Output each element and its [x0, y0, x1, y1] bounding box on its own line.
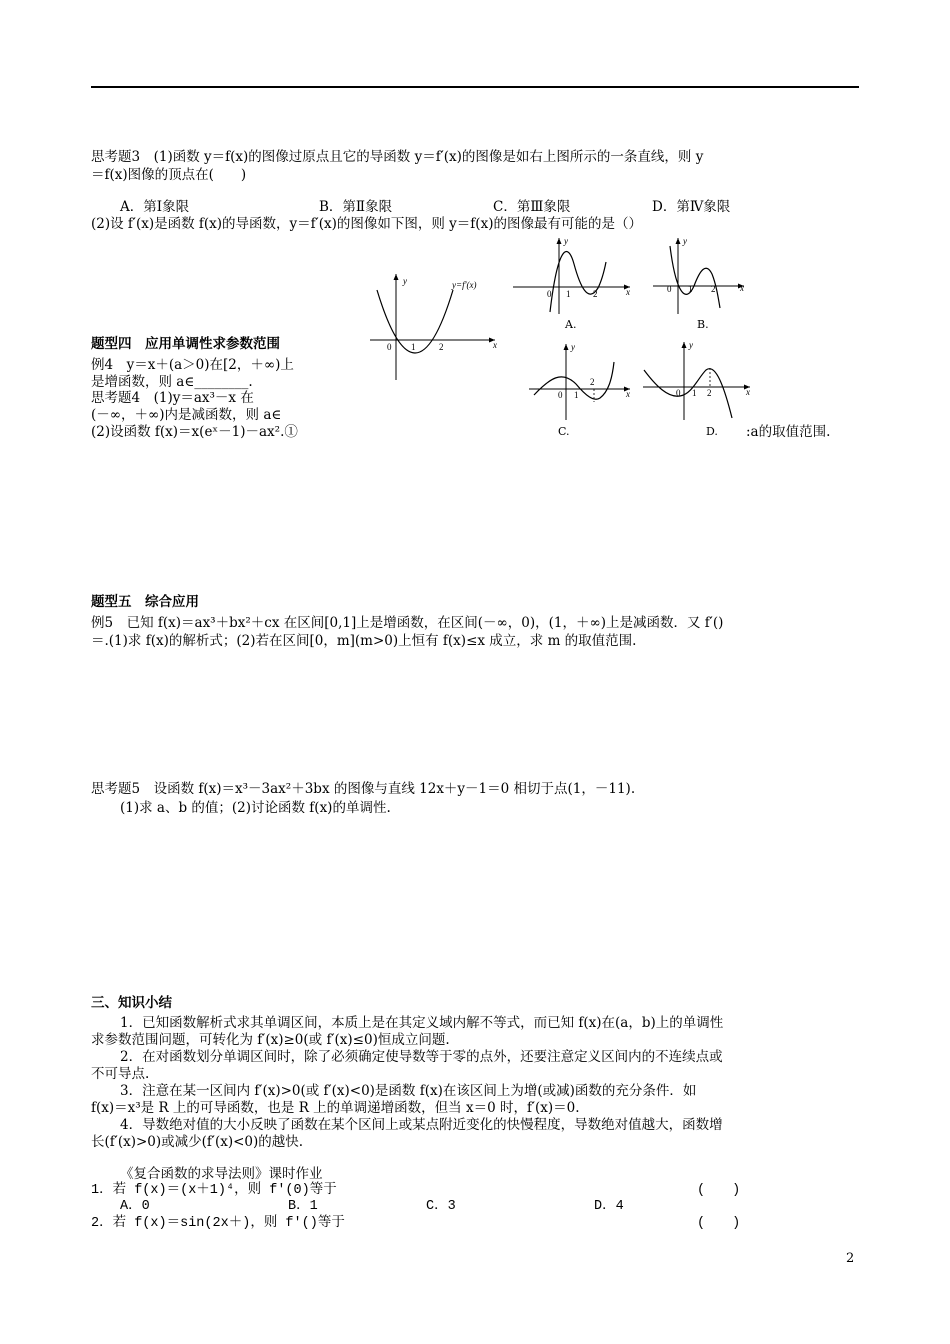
- summary-line-8: 长(f′(x)>0)或减少(f′(x)<0)的越快.: [91, 1134, 304, 1150]
- page-number: 2: [846, 1251, 855, 1266]
- summary-line-6: f(x)＝x³是 R 上的可导函数，也是 R 上的单调递增函数，但当 x＝0 时，f′(x)＝0.: [91, 1100, 580, 1116]
- section5-title: 题型五 综合应用: [91, 594, 199, 610]
- think4-tail: :a的取值范围.: [746, 424, 831, 440]
- summary-line-7: 4．导数绝对值的大小反映了函数在某个区间上或某点附近变化的快慢程度，导数绝对值越大，函数增: [120, 1117, 723, 1133]
- d-y-label: y: [689, 340, 693, 350]
- d-tick-1: 1: [692, 388, 697, 398]
- deriv-origin-label: 0: [387, 342, 392, 352]
- deriv-tick-1: 1: [411, 342, 416, 352]
- homework-q1-paren: ( ): [697, 1183, 741, 1198]
- homework-q1-option-b: B．1: [288, 1199, 318, 1214]
- graph-option-a: [510, 234, 635, 316]
- d-tick-2: 2: [707, 388, 712, 398]
- c-y-label: y: [571, 342, 575, 352]
- example5-line1: 例5 已知 f(x)＝ax³＋bx²＋cx 在区间[0,1]上是增函数，在区间(－∞，0)，(1，＋∞)上是减函数．又 f′(): [91, 615, 724, 631]
- homework-q1-option-d: D．4: [594, 1199, 624, 1214]
- homework-title: 《复合函数的求导法则》课时作业: [120, 1166, 323, 1182]
- derivative-graph: [365, 268, 505, 383]
- summary-line-3: 2．在对函数划分单调区间时，除了必须确定使导数等于零的点外，还要注意定义区间内的不连续点或: [120, 1049, 723, 1065]
- caption-b: B.: [697, 318, 709, 331]
- b-y-label: y: [683, 236, 687, 246]
- a-tick-1: 1: [566, 289, 571, 299]
- homework-q1-option-c: C．3: [426, 1199, 456, 1214]
- section4-title: 题型四 应用单调性求参数范围: [91, 336, 280, 352]
- q3-option-d: D．第Ⅳ象限: [652, 199, 731, 215]
- graph-option-d: [640, 338, 755, 422]
- d-origin: 0: [676, 388, 681, 398]
- think5-line1: 思考题5 设函数 f(x)＝x³－3ax²＋3bx 的图像与直线 12x＋y－1＝0 相切于点(1，－11).: [91, 781, 636, 797]
- think4-line3: (2)设函数 f(x)＝x(eˣ－1)－ax².①: [91, 424, 298, 440]
- caption-c: C.: [558, 425, 570, 438]
- q3-option-a: A．第Ⅰ象限: [120, 199, 190, 215]
- caption-a: A.: [565, 318, 577, 331]
- a-origin: 0: [547, 289, 552, 299]
- graph-option-c: [526, 340, 636, 422]
- a-tick-2: 2: [593, 289, 598, 299]
- homework-q2-paren: ( ): [697, 1216, 741, 1231]
- q3-option-b: B．第Ⅱ象限: [319, 199, 393, 215]
- c-tick-1: 1: [574, 390, 579, 400]
- think4-line2: (－∞，＋∞)内是减函数，则 a∈: [91, 407, 282, 423]
- summary-line-2: 求参数范围问题，可转化为 f′(x)≥0(或 f′(x)≤0)恒成立问题.: [91, 1032, 450, 1048]
- q3-line2: ＝f(x)图像的顶点在( ): [91, 167, 247, 183]
- a-y-label: y: [564, 236, 568, 246]
- graph-option-b: [650, 234, 750, 316]
- caption-d: D.: [706, 425, 718, 438]
- c-origin: 0: [558, 390, 563, 400]
- homework-q1-option-a: A．0: [120, 1199, 150, 1214]
- a-x-label: x: [626, 287, 630, 297]
- q3-part2: (2)设 f′(x)是函数 f(x)的导函数，y＝f′(x)的图像如下图，则 y＝f(x)的图像最有可能的是（）: [91, 216, 642, 232]
- deriv-tick-2: 2: [439, 342, 444, 352]
- header-rule: [91, 86, 859, 88]
- deriv-x-label: x: [493, 340, 497, 350]
- b-tick-2: 2: [711, 284, 716, 294]
- homework-q2: 2．若 f(x)＝sin(2x＋)，则 f′()等于: [91, 1216, 345, 1231]
- deriv-y-label: y: [403, 276, 407, 286]
- think5-line2: (1)求 a、b 的值；(2)讨论函数 f(x)的单调性.: [120, 800, 391, 816]
- c-x-label: x: [626, 389, 630, 399]
- example4-line2: 是增函数，则 a∈________.: [91, 374, 253, 390]
- example4-line1: 例4 y＝x＋(a＞0)在[2，＋∞)上: [91, 357, 294, 373]
- think4-line1: 思考题4 (1)y＝ax³－x 在: [91, 390, 254, 406]
- homework-q1: 1．若 f(x)＝(x＋1)⁴，则 f′(0)等于: [91, 1183, 337, 1198]
- c-tick-2: 2: [590, 377, 595, 387]
- b-origin: 0: [667, 284, 672, 294]
- q3-option-c: C．第Ⅲ象限: [493, 199, 571, 215]
- example5-line2: ＝.(1)求 f(x)的解析式；(2)若在区间[0，m](m>0)上恒有 f(x)≤x 成立，求 m 的取值范围.: [91, 633, 637, 649]
- summary-line-5: 3．注意在某一区间内 f′(x)>0(或 f′(x)<0)是函数 f(x)在该区间上为增(或减)函数的充分条件．如: [120, 1083, 697, 1099]
- summary-line-4: 不可导点.: [91, 1066, 150, 1082]
- b-tick-1: 1: [688, 284, 693, 294]
- q3-line1: 思考题3 (1)函数 y＝f(x)的图像过原点且它的导函数 y＝f′(x)的图像是如右上图所示的一条直线，则 y: [91, 149, 704, 165]
- deriv-curve-label: y=f′(x): [452, 280, 477, 290]
- summary-line-1: 1．已知函数解析式求其单调区间，本质上是在其定义域内解不等式，而已知 f(x)在(a，b)上的单调性: [120, 1015, 724, 1031]
- d-x-label: x: [746, 387, 750, 397]
- summary-title: 三、知识小结: [91, 995, 172, 1011]
- b-x-label: x: [740, 283, 744, 293]
